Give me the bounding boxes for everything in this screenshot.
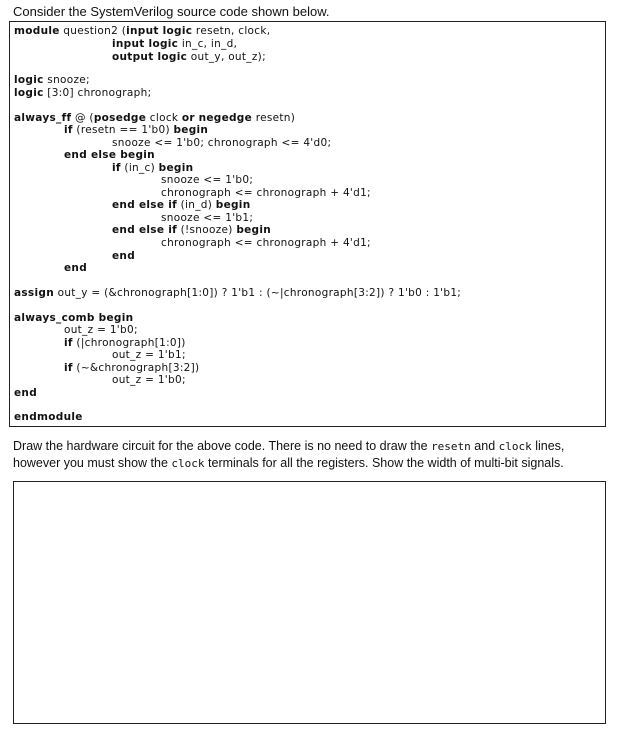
code-listing — [9, 21, 606, 427]
code-text: out_z = 1'b0; — [64, 324, 138, 336]
code-text: resetn, clock, — [192, 25, 271, 37]
code-text: out_z = 1'b0; — [112, 374, 186, 386]
code-line-21 — [64, 324, 138, 337]
code-line-18 — [64, 262, 87, 275]
instructions-text: Draw the hardware circuit for the above code. There is no need to draw the — [13, 439, 432, 453]
code-line-4 — [14, 74, 90, 87]
code-line-25 — [112, 374, 186, 387]
code-text: out_z = 1'b1; — [112, 349, 186, 361]
clock-signal-name: clock — [171, 457, 205, 470]
code-line-16 — [161, 237, 371, 250]
code-text: (in_c) — [120, 162, 159, 174]
code-line-3 — [112, 51, 266, 64]
kw-end-else-if: end else if — [112, 224, 177, 236]
kw-logic: logic — [14, 87, 44, 99]
answer-drawing-area[interactable] — [13, 481, 606, 724]
kw-endmodule: endmodule — [14, 411, 83, 423]
code-text: @ ( — [71, 112, 94, 124]
code-line-19 — [14, 287, 461, 300]
code-line-7 — [64, 124, 208, 137]
code-text: (in_d) — [176, 199, 216, 211]
kw-always-ff: always_ff — [14, 112, 72, 124]
code-text: question2 ( — [59, 25, 127, 37]
code-text: [3:0] chronograph; — [43, 87, 152, 99]
kw-module: module — [14, 25, 60, 37]
code-text: resetn) — [252, 112, 296, 124]
code-text: snooze <= 1'b0; — [161, 174, 254, 186]
clock-signal-name: clock — [498, 440, 532, 453]
kw-input-logic: input logic — [112, 38, 179, 50]
kw-end-else-if: end else if — [112, 199, 177, 211]
kw-negedge: negedge — [198, 112, 253, 124]
code-line-26 — [14, 387, 37, 400]
code-text: (~&chronograph[3:2]) — [72, 362, 200, 374]
code-line-23 — [112, 349, 186, 362]
kw-input-logic: input logic — [126, 25, 193, 37]
kw-posedge: posedge — [93, 112, 147, 124]
kw-end: end — [14, 387, 38, 399]
code-line-27 — [14, 411, 83, 424]
code-line-15 — [112, 224, 271, 237]
code-text: chronograph <= chronograph + 4'd1; — [161, 237, 371, 249]
code-line-11 — [161, 174, 253, 187]
kw-end-else-begin: end else begin — [64, 149, 155, 161]
kw-if: if — [64, 124, 73, 136]
code-text: out_y = (&chronograph[1:0]) ? 1'b1 : (~|chronograph[3:2]) ? 1'b0 : 1'b1; — [53, 287, 462, 299]
code-text: snooze <= 1'b1; — [161, 212, 254, 224]
code-line-1 — [14, 25, 270, 38]
code-line-5 — [14, 87, 151, 100]
kw-assign: assign — [14, 287, 54, 299]
kw-begin: begin — [158, 162, 194, 174]
kw-or: or — [181, 112, 195, 124]
question-intro: Consider the SystemVerilog source code shown below. — [13, 4, 330, 19]
question-instructions — [13, 438, 609, 472]
kw-begin: begin — [173, 124, 209, 136]
code-text: in_c, in_d, — [178, 38, 238, 50]
instructions-text: terminals for all the registers. Show the width of multi-bit signals. — [204, 456, 564, 470]
kw-begin: begin — [236, 224, 272, 236]
kw-end: end — [112, 250, 136, 262]
code-text: (!snooze) — [176, 224, 237, 236]
instructions-text: and — [470, 439, 499, 453]
code-text: (|chronograph[1:0]) — [72, 337, 186, 349]
code-line-2 — [112, 38, 237, 51]
code-text: out_y, out_z); — [187, 51, 266, 63]
kw-always-comb-begin: always_comb begin — [14, 312, 134, 324]
instructions-text: lines, however you must show the — [13, 439, 565, 470]
kw-output-logic: output logic — [112, 51, 188, 63]
kw-if: if — [64, 337, 73, 349]
code-line-17 — [112, 250, 135, 263]
code-text: (resetn == 1'b0) — [72, 124, 174, 136]
code-line-13 — [112, 199, 250, 212]
code-text: snooze <= 1'b0; chronograph <= 4'd0; — [112, 137, 332, 149]
kw-logic: logic — [14, 74, 44, 86]
kw-begin: begin — [215, 199, 251, 211]
kw-if: if — [64, 362, 73, 374]
code-text: chronograph <= chronograph + 4'd1; — [161, 187, 371, 199]
resetn-signal-name: resetn — [431, 440, 471, 453]
kw-if: if — [112, 162, 121, 174]
code-text: clock — [146, 112, 182, 124]
code-text: snooze; — [43, 74, 90, 86]
kw-end: end — [64, 262, 88, 274]
code-line-9 — [64, 149, 155, 162]
